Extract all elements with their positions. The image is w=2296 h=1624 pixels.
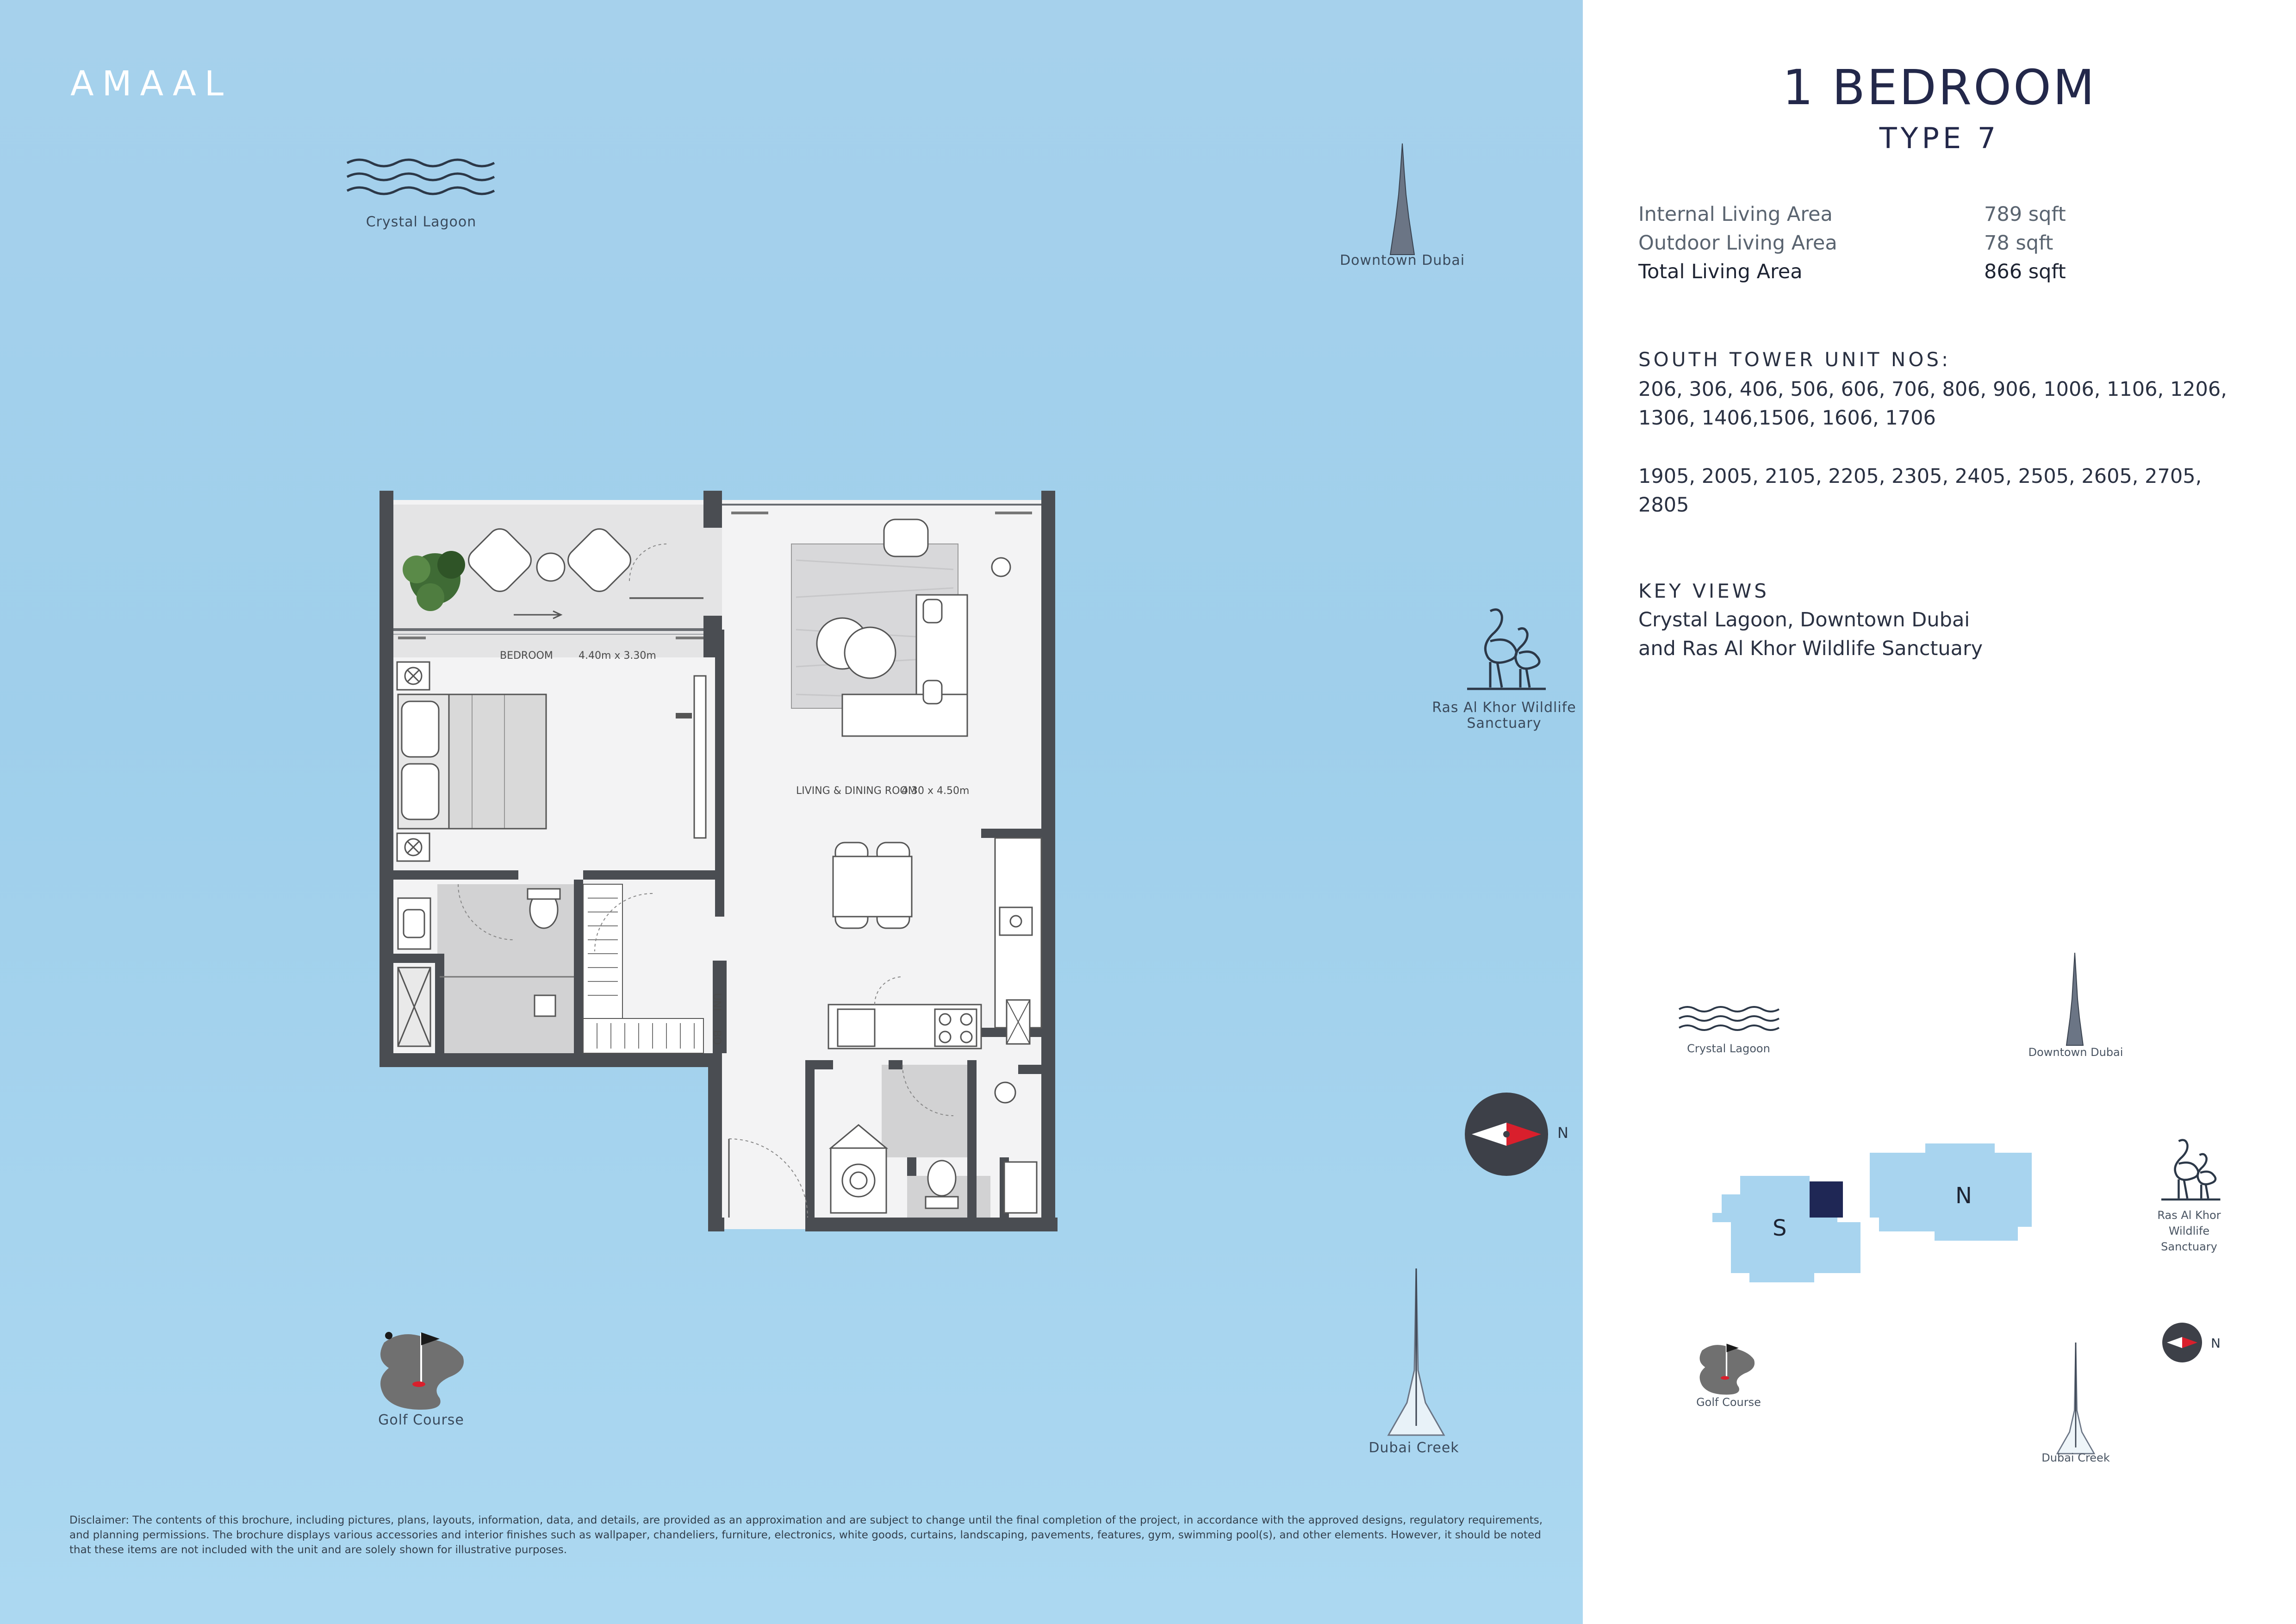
unit-info-panel bbox=[1583, 0, 2296, 1624]
dubai-creek-tower-icon bbox=[1384, 1268, 1449, 1435]
outdoor-area-value: 78 sqft bbox=[1984, 231, 2053, 255]
total-area-value: 866 sqft bbox=[1984, 260, 2066, 283]
internal-area-value: 789 sqft bbox=[1984, 203, 2066, 226]
keyplan-towers bbox=[1712, 1139, 2046, 1287]
flamingo-icon bbox=[1458, 602, 1550, 694]
plan-bedroom-label: BEDROOM bbox=[500, 650, 553, 662]
keyplan-dubai-creek-label: Dubai Creek bbox=[2041, 1451, 2110, 1464]
plan-living-dimension: 4.30 x 4.50m bbox=[902, 785, 970, 797]
south-tower-units-2: 1905, 2005, 2105, 2205, 2305, 2405, 2505, 2605, 2705, 2805 bbox=[1638, 465, 2202, 517]
key-views-text: Crystal Lagoon, Downtown Dubai and Ras Al Khor Wildlife Sanctuary bbox=[1638, 608, 1983, 660]
keyplan-flamingo-icon bbox=[2154, 1134, 2224, 1204]
keyplan-burj-khalifa-icon bbox=[2062, 953, 2088, 1045]
dubai-creek-label: Dubai Creek bbox=[1369, 1440, 1459, 1456]
keyplan-compass-icon bbox=[2161, 1322, 2203, 1363]
disclaimer: Disclaimer: The contents of this brochure, including pictures, plans, layouts, information, data, and details, are provided as an approximation and are subject to change until the final completion of the project, in accordance with the approved designs, regulatory requirements, and planning permissions. The brochure displays various accessories and interior finishes such as wallpaper, chandeliers, furniture, electronics, white goods, curtains, landscaping, pavements, features, gym, swimming pool(s), and other elements. However, it should be noted that these items are not included with the unit and are solely shown for illustrative purposes. bbox=[69, 1514, 1543, 1556]
keyplan-golf-course-icon bbox=[1693, 1338, 1760, 1393]
floor-plan bbox=[380, 491, 1055, 1231]
keyplan-crystal-lagoon-label: Crystal Lagoon bbox=[1687, 1042, 1770, 1055]
plan-living-label: LIVING & DINING ROOM bbox=[796, 785, 917, 797]
waves-icon bbox=[347, 157, 495, 199]
compass-icon bbox=[1462, 1090, 1550, 1178]
unit-title: 1 BEDROOM bbox=[1782, 59, 2097, 116]
outdoor-area-label: Outdoor Living Area bbox=[1638, 231, 1837, 255]
keyplan-downtown-dubai-label: Downtown Dubai bbox=[2028, 1046, 2123, 1059]
keyplan-golf-course-label: Golf Course bbox=[1696, 1396, 1761, 1409]
downtown-dubai-label: Downtown Dubai bbox=[1339, 252, 1465, 269]
golf-course-icon bbox=[370, 1324, 472, 1407]
unit-type: TYPE 7 bbox=[1879, 121, 2000, 155]
keyplan-dubai-creek-tower-icon bbox=[2053, 1343, 2099, 1454]
south-tower-units-1: 206, 306, 406, 506, 606, 706, 806, 906, 1006, 1106, 1206, 1306, 1406,1506, 1606, 1706 bbox=[1638, 378, 2227, 430]
plan-unit-label-1: UNI bbox=[711, 993, 722, 1012]
keyplan-waves-icon bbox=[1679, 1005, 1779, 1033]
keyplan-north-label: N bbox=[1955, 1183, 1972, 1209]
crystal-lagoon-label: Crystal Lagoon bbox=[366, 214, 477, 230]
keyplan-south-label: S bbox=[1773, 1215, 1787, 1241]
keyplan-compass-north-label: N bbox=[2211, 1336, 2221, 1351]
internal-area-label: Internal Living Area bbox=[1638, 203, 1833, 226]
keyplan-ras-al-khor-label: Ras Al Khor Wildlife Sanctuary bbox=[2157, 1209, 2221, 1253]
ras-al-khor-label: Ras Al Khor Wildlife Sanctuary bbox=[1432, 700, 1576, 731]
south-tower-heading: SOUTH TOWER UNIT NOS: bbox=[1638, 348, 1951, 371]
burj-khalifa-icon bbox=[1384, 144, 1421, 255]
total-area-label: Total Living Area bbox=[1638, 260, 1803, 283]
golf-course-label: Golf Course bbox=[378, 1412, 464, 1428]
brand-logo: AMAAL bbox=[70, 64, 232, 104]
plan-unit-label-2: BO bbox=[711, 1030, 722, 1045]
plan-bedroom-dimension: 4.40m x 3.30m bbox=[579, 650, 656, 662]
key-views-heading: KEY VIEWS bbox=[1638, 580, 1769, 602]
compass-north-label: N bbox=[1557, 1124, 1568, 1142]
